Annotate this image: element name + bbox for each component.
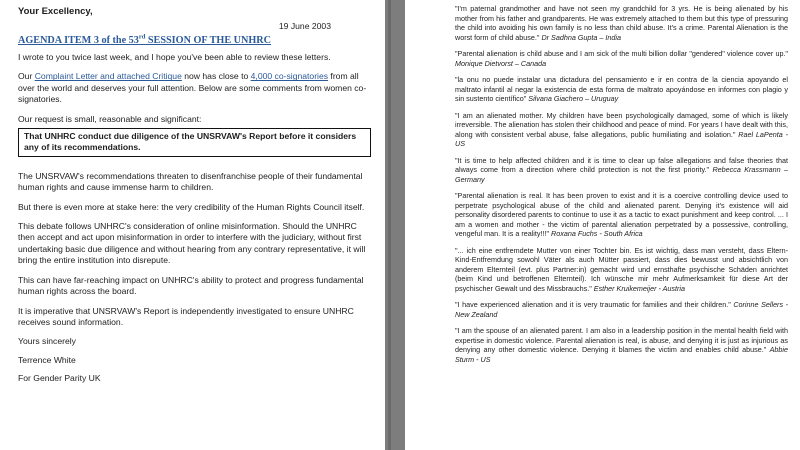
complaint-letter-link[interactable]: Complaint Letter and attached Critique: [34, 71, 182, 82]
quote: [455, 49, 788, 68]
agenda-heading: [18, 35, 371, 46]
paragraph-impact: This can have far-reaching impact on UNHRC's ability to protect and progress fundamental human rights across the board.: [18, 274, 364, 297]
page-edge: [388, 0, 391, 450]
signatory-org: For Gender Parity UK: [18, 373, 101, 384]
quote-text: "It is time to help affected children and it is time to clear up false allegations and false theories that always come from a direction where child protection is not the first priority.": [455, 155, 788, 174]
quote-attribution: Esther Kruikemeijer - Austria: [593, 283, 685, 293]
quote-text: "I have experienced alienation and it is very traumatic for families and their children.": [455, 300, 731, 309]
letter-date: 19 June 2003: [278, 21, 331, 31]
paragraph-misinformation: This debate follows UNHRC's consideration of online misinformation. Should the UNHRC then accept and act upon misinformation in order to interfere with the judiciary, without first undertaking basic due diligence and without hearing from any contrary representative, it will bring the entire institution into disrepute.: [18, 221, 366, 266]
paragraph-credibility: But there is even more at stake here: the very credibility of the Human Rights Council itself.: [18, 201, 365, 212]
quote-text: "Parental alienation is child abuse and I am sick of the multi billion dollar "gendered" violence cover up.": [455, 49, 788, 58]
paragraph-threat: The UNSRVAW's recommendations threaten to disenfranchise people of their fundamental human rights and cause immense harm to children.: [18, 170, 363, 193]
quote: [455, 156, 788, 185]
complaint-text-start: Our: [18, 71, 35, 82]
page-gap: [385, 0, 405, 450]
quote: [455, 191, 788, 239]
quote: [455, 4, 788, 42]
quote-attribution: Rael LaPenta - US: [455, 129, 788, 148]
quote-attribution: Silvana Giachero – Uruguay: [528, 94, 619, 103]
paragraph-request: Our request is small, reasonable and significant:: [18, 113, 202, 124]
quote: [455, 326, 788, 364]
quote-text: "... ich eine entfremdete Mutter von einer Tochter bin. Es ist wichtig, dass man versteht, dass Eltern-Kind-Entfremdung sowohl Väter als auch Mütter passiert, dass dies bewusst und absichtlich von anderem Elternteil (evt. plus Partner:in) gemacht wird und ernsthafte psychische Schäden anrichtet (beim Kind und betroffenen Elternteil). Ich wünsche mir mehr Aufmerksamkeit für diese Art der psychischer Gewalt und des Missbrauchs.": [455, 245, 788, 293]
quote-attribution: Monique Dietvorst – Canada: [455, 58, 547, 68]
quote-text: "Parental alienation is real. It has been proven to exist and it is a coercive controlling device used to perpetrate psychological abuse of the child and alienated parent. Denying it's existence will aid personality disordered parents to continue to use it as a tactic to exact punishment and keep control. ... I am a women and mother - the victim of parental alienation perpetrated by a possessive, controlling, vengeful man. It is a reality!!!": [455, 191, 788, 238]
complaint-text-middle: now has close to: [181, 71, 251, 82]
quote-attribution: Rebecca Krassmann – Germany: [455, 165, 788, 184]
letter-page: [0, 0, 385, 450]
co-signatories-link[interactable]: 4,000 co-signatories: [250, 71, 329, 82]
quote: [455, 246, 788, 294]
paragraph-complaint: [18, 71, 371, 105]
quote: [455, 75, 788, 104]
paragraph-intro: I wrote to you twice last week, and I hope you've been able to review these letters.: [18, 52, 331, 62]
quote-text: "I'm paternal grandmother and have not seen my grandchild for 3 yrs. He is being alienated by his mother from his father and grandparents. He was extremely attached to them but this type of pressuring the child into avoiding his own family is no less than child abuse. It's a crime. Parental Alienation is the worst form of child abuse.": [455, 4, 788, 42]
quote-attribution: Abbie Sturm - US: [455, 345, 788, 364]
quote: [455, 300, 788, 319]
agenda-heading-text: AGENDA ITEM 3 of the 53: [18, 35, 139, 46]
quote-text: "I am an alienated mother. My children have been psychologically damaged, some of which is likely irreversible. The alienation has stolen their childhood and peace of mind. For years I have dealt with this, along with consistent verbal abuse, false allegations, public humiliating and isolation.": [455, 110, 788, 139]
paragraph-imperative: It is imperative that UNSRVAW's Report is independently investigated to ensure UNHRC receives sound information.: [18, 305, 354, 327]
quotes-page: [405, 0, 800, 450]
quote-attribution: Roxana Fuchs - South Africa: [551, 229, 643, 238]
agenda-heading-suffix: SESSION OF THE UNHRC: [145, 35, 272, 46]
agenda-ordinal: rd: [138, 33, 146, 41]
quote-text: "la onu no puede instalar una dictadura del pensamiento e ir en contra de la ciencia apoyando el maltrato infantil al negar la existencia de esta forma de maltrato apoyándose en informes con plagio y sin sustento científico": [455, 75, 788, 103]
quote-attribution: Dr Sadhna Gupta – India: [541, 32, 621, 42]
quote: [455, 111, 788, 149]
complaint-text-end: from all over the world and deserves your full attention. Below are some comments from women co-signatories.: [18, 71, 367, 105]
signatory-name: Terrence White: [18, 354, 76, 365]
quote-attribution: Corinne Sellers - New Zealand: [455, 300, 789, 319]
closing: Yours sincerely: [18, 336, 76, 347]
salutation: Your Excellency,: [18, 6, 93, 17]
quote-text: "I am the spouse of an alienated parent. I am also in a leadership position in the mental health field with expertise in domestic violence. Parental alienation is real, is abuse, and denying it is just as injurious as denying any other domestic violence. Denying it blames the victim and enables child abuse.": [455, 326, 788, 354]
request-box: That UNHRC conduct due diligence of the UNSRVAW's Report before it considers any of its recommendations.: [18, 128, 371, 157]
